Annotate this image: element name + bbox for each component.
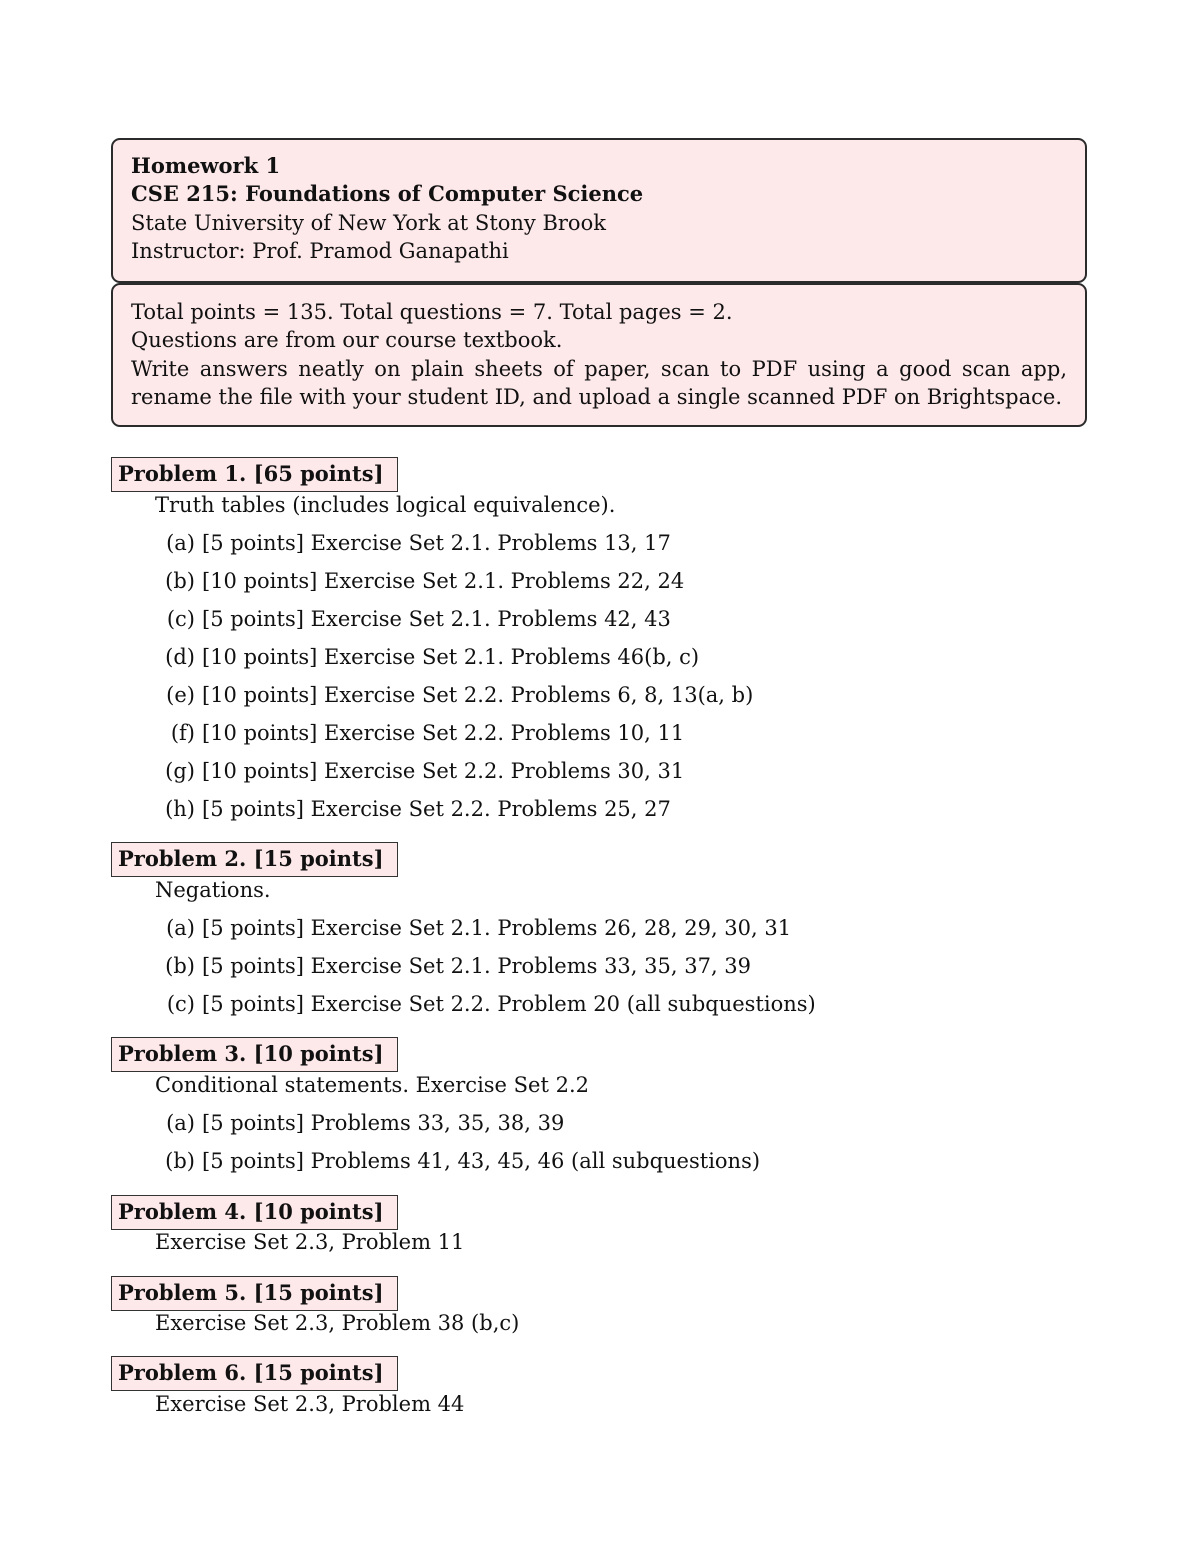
problem-5-heading: Problem 5. [15 points] [111, 1276, 398, 1311]
course-title: CSE 215: Foundations of Computer Science [131, 181, 644, 207]
university-name: State University of New York at Stony Brook [131, 210, 606, 235]
problem-2-description: Negations. [155, 878, 271, 902]
problem-1-item-c [155, 605, 671, 633]
instructions-submission-1: Write answers neatly on plain sheets of paper, scan to PDF using a good scan app, [131, 356, 1067, 381]
problem-2-item-c [155, 990, 816, 1018]
item-label: (a) [166, 1111, 195, 1135]
item-label: (f) [170, 721, 195, 745]
problem-3-item-a [155, 1109, 564, 1137]
problem-1-description: Truth tables (includes logical equivalence). [155, 493, 616, 517]
item-text: [5 points] Exercise Set 2.2. Problem 20 (all subquestions) [202, 992, 816, 1016]
header-box [111, 138, 1087, 283]
item-label: (c) [166, 607, 195, 631]
problem-2-item-b [155, 952, 751, 980]
item-text: [5 points] Problems 41, 43, 45, 46 (all subquestions) [202, 1149, 761, 1173]
problem-2-item-a [155, 914, 791, 942]
item-label: (g) [165, 759, 195, 783]
problem-2-heading: Problem 2. [15 points] [111, 842, 398, 877]
item-label: (b) [165, 954, 195, 978]
instructions-submission-2: rename the file with your student ID, and upload a single scanned PDF on Brightspace. [131, 385, 1062, 410]
problem-3-item-b [155, 1147, 760, 1175]
item-text: [10 points] Exercise Set 2.1. Problems 46(b, c) [202, 645, 700, 669]
item-label: (c) [166, 992, 195, 1016]
item-label: (d) [165, 645, 195, 669]
problem-3-heading: Problem 3. [10 points] [111, 1037, 398, 1072]
problem-1-item-b [155, 567, 684, 595]
problem-1-item-g [155, 757, 684, 785]
problem-1-heading: Problem 1. [65 points] [111, 457, 398, 492]
problem-6-heading: Problem 6. [15 points] [111, 1356, 398, 1391]
item-label: (a) [166, 531, 195, 555]
item-label: (h) [165, 797, 195, 821]
problem-3-description: Conditional statements. Exercise Set 2.2 [155, 1073, 589, 1097]
item-text: [10 points] Exercise Set 2.1. Problems 22, 24 [202, 569, 685, 593]
instructions-source: Questions are from our course textbook. [131, 328, 563, 353]
item-text: [5 points] Exercise Set 2.1. Problems 13, 17 [202, 531, 671, 555]
item-label: (b) [165, 569, 195, 593]
item-text: [5 points] Exercise Set 2.2. Problems 25, 27 [202, 797, 671, 821]
instructor-name: Instructor: Prof. Pramod Ganapathi [131, 239, 509, 264]
problem-1-item-a [155, 529, 671, 557]
item-label: (a) [166, 916, 195, 940]
problem-6-description: Exercise Set 2.3, Problem 44 [155, 1392, 465, 1416]
item-text: [5 points] Problems 33, 35, 38, 39 [202, 1111, 565, 1135]
instructions-box [111, 283, 1087, 427]
problem-5-description: Exercise Set 2.3, Problem 38 (b,c) [155, 1311, 520, 1335]
problem-1-item-h [155, 795, 671, 823]
item-label: (b) [165, 1149, 195, 1173]
problem-1-item-e [155, 681, 753, 709]
item-text: [5 points] Exercise Set 2.1. Problems 42, 43 [202, 607, 671, 631]
item-text: [5 points] Exercise Set 2.1. Problems 26, 28, 29, 30, 31 [202, 916, 792, 940]
problem-4-heading: Problem 4. [10 points] [111, 1195, 398, 1230]
item-label: (e) [166, 683, 195, 707]
problem-1-item-d [155, 643, 699, 671]
item-text: [10 points] Exercise Set 2.2. Problems 10, 11 [202, 721, 685, 745]
homework-title: Homework 1 [131, 153, 281, 178]
item-text: [10 points] Exercise Set 2.2. Problems 30, 31 [202, 759, 685, 783]
problem-4-description: Exercise Set 2.3, Problem 11 [155, 1230, 465, 1254]
item-text: [10 points] Exercise Set 2.2. Problems 6, 8, 13(a, b) [202, 683, 754, 707]
problem-1-item-f [155, 719, 684, 747]
instructions-totals: Total points = 135. Total questions = 7. Total pages = 2. [131, 300, 733, 324]
item-text: [5 points] Exercise Set 2.1. Problems 33, 35, 37, 39 [202, 954, 752, 978]
